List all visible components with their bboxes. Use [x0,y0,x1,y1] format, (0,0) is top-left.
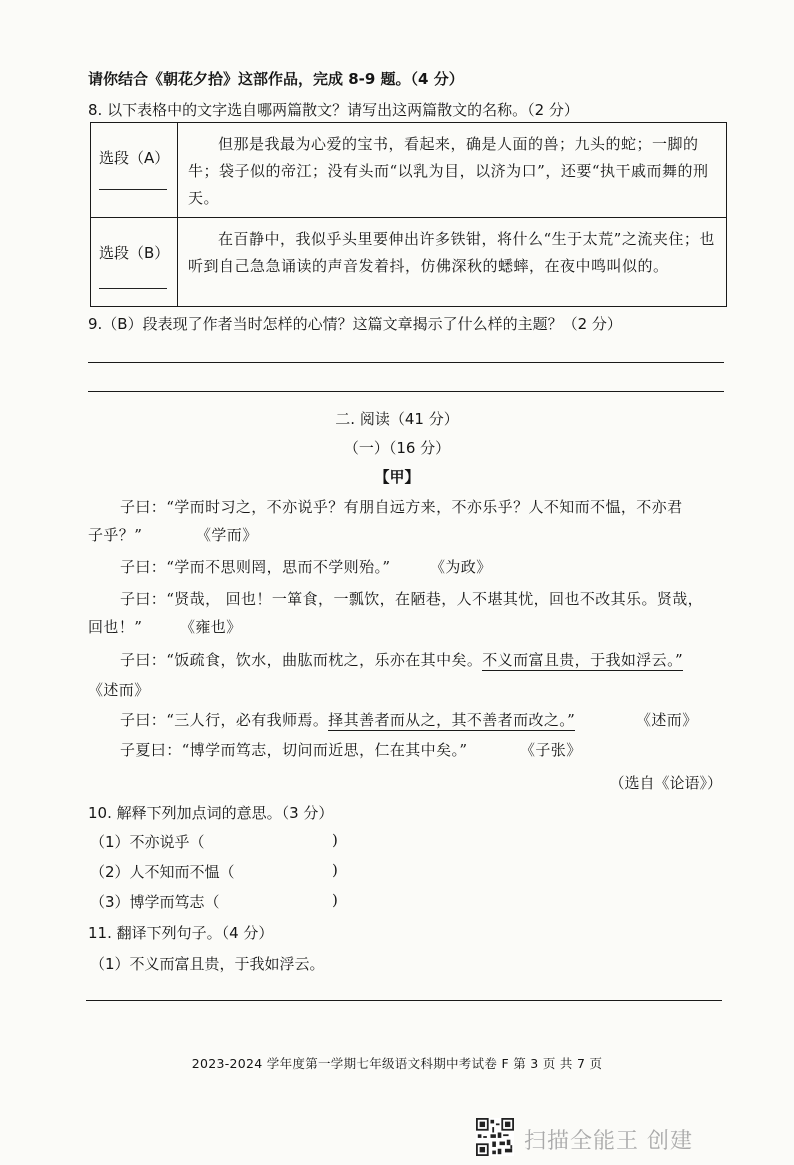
answer-close-paren: ) [332,831,338,849]
excerpt-b-text: 在百静中，我似乎头里要伸出许多铁钳，将什么“生于太荒”之流夹住；也听到自己急急诵读的声音发着抖，仿佛深秋的蟋蟀，在夜中鸣叫似的。 [178,218,727,307]
passage-line: 回也！” [88,618,143,636]
qr-code-icon [476,1118,514,1156]
passage-line: 子曰：“学而不思则罔，思而不学则殆。” [120,558,391,576]
underlined-sentence: 不义而富且贵，于我如浮云。” [482,651,684,669]
row-label-cell [91,218,178,307]
passage-text: 子曰：“三人行，必有我师焉。 [120,711,329,729]
scanner-watermark: 扫描全能王 创建 [524,1129,693,1154]
excerpt-a-text: 但那是我最为心爱的宝书，看起来，确是人面的兽；九头的蛇；一脚的牛；袋子似的帝江；没有头而“以乳为目，以济为口”，还要“执干戚而舞的刑天。 [178,123,727,218]
passage-line: 子夏曰：“博学而笃志，切问而近思，仁在其中矣。” [120,741,468,759]
row-label-cell [91,123,178,218]
part-label: 【甲】 [374,468,420,486]
passage-line: 子曰：“贤哉， 回也！一箪食，一瓢饮，在陋巷，人不堪其忧，回也不改其乐。贤哉， [120,590,704,608]
passage-source: 《子张》 [520,741,582,759]
passage-line: 子曰：“学而时习之，不亦说乎？有朋自远方来，不亦乐乎？人不知而不愠，不亦君 [120,498,683,516]
table-row [91,123,727,218]
answer-close-paren: ) [332,891,338,909]
question-10-item: （2）人不知而不愠（ [90,863,235,881]
question-9-prompt: 9.（B）段表现了作者当时怎样的心情？这篇文章揭示了什么样的主题？（2 分） [88,315,622,333]
answer-line[interactable] [88,362,724,363]
table-row [91,218,727,307]
excerpt-a-answer-blank[interactable] [99,189,167,190]
question-10-item: （3）博学而笃志（ [90,893,220,911]
question-8-prompt: 8. 以下表格中的文字选自哪两篇散文？请写出这两篇散文的名称。（2 分） [88,101,579,119]
excerpt-a-label: 选段（A） [99,149,170,167]
passage-text: 子曰：“饭疏食，饮水，曲肱而枕之，乐亦在其中矣。 [120,651,483,669]
subsection-title: （一）（16 分） [343,439,451,457]
passage-line [120,709,575,730]
passage-source: 《述而》 [88,681,150,699]
excerpt-b-label: 选段（B） [99,244,170,262]
intro-instruction: 请你结合《朝花夕拾》这部作品，完成 8-9 题。（4 分） [88,70,464,88]
section-title: 二. 阅读（41 分） [335,410,459,428]
passage-line: 子乎？” [88,526,143,544]
answer-line[interactable] [88,391,724,392]
excerpt-b-answer-blank[interactable] [99,288,167,289]
page-footer: 2023-2024 学年度第一学期七年级语文科期中考试卷 F 第 3 页 共 7 页 [191,1056,603,1071]
passage-source: 《述而》 [636,711,698,729]
passage-source: 《学而》 [196,526,258,544]
excerpt-table [90,122,727,307]
question-11-prompt: 11. 翻译下列句子。（4 分） [88,924,274,942]
passage-line [120,649,683,670]
passage-citation: （选自《论语》） [609,774,722,792]
answer-line[interactable] [86,1000,722,1001]
question-10-prompt: 10. 解释下列加点词的意思。（3 分） [88,804,334,822]
question-11-item: （1）不义而富且贵，于我如浮云。 [90,955,325,973]
question-10-item: （1）不亦说乎（ [90,833,205,851]
underlined-sentence: 择其善者而从之，其不善者而改之。” [328,711,576,729]
passage-source: 《为政》 [430,558,492,576]
passage-source: 《雍也》 [180,618,242,636]
answer-close-paren: ) [332,861,338,879]
